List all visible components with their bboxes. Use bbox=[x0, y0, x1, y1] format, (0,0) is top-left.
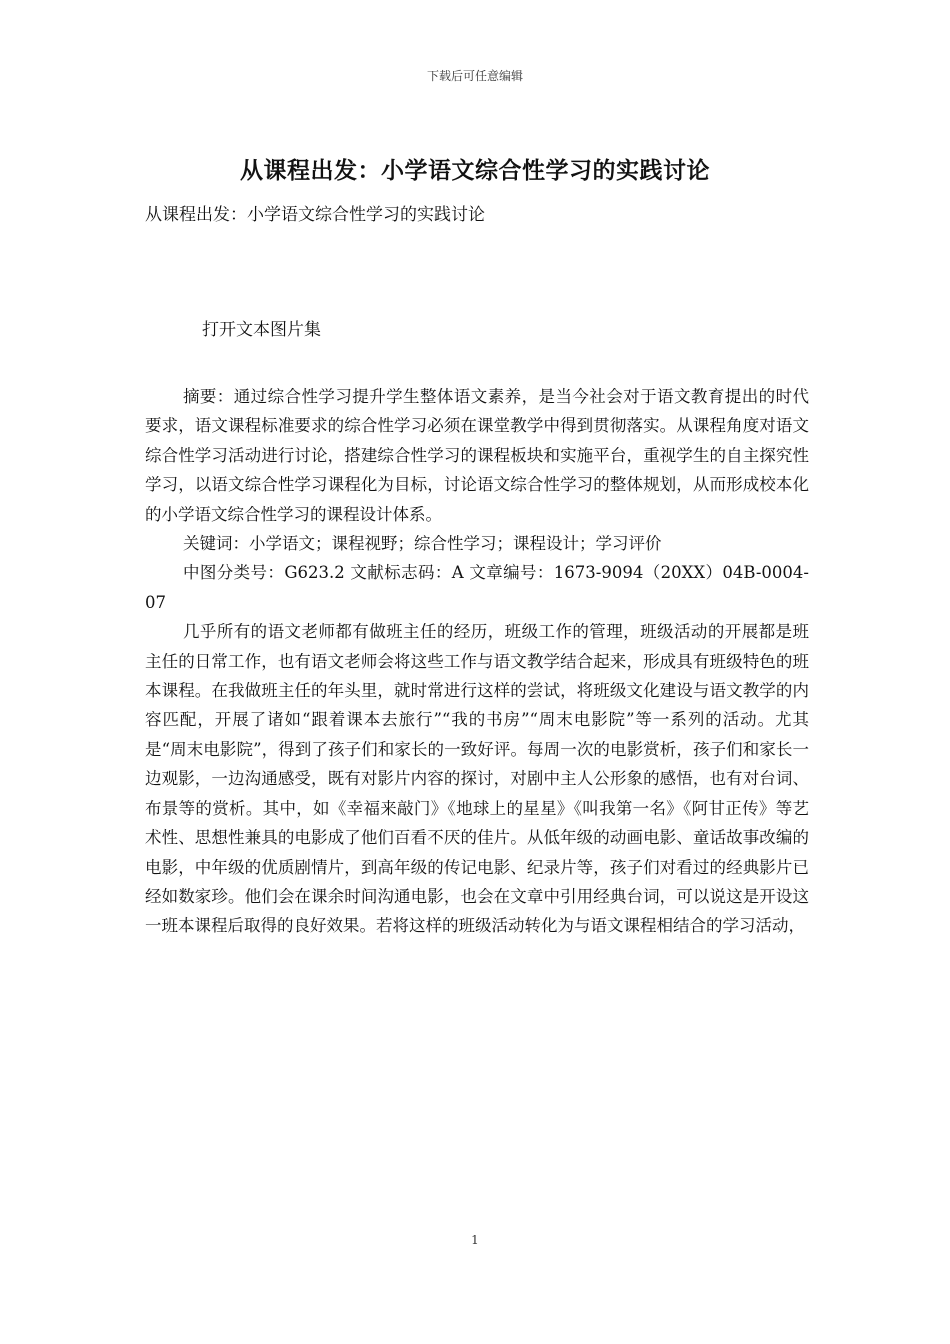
page-number: 1 bbox=[471, 1233, 479, 1247]
classification-paragraph: 中图分类号：G623.2 文献标志码：A 文章编号：1673-9094（20XX）04B-0004-07 bbox=[145, 563, 809, 612]
keywords-paragraph: 关键词：小学语文；课程视野；综合性学习；课程设计；学习评价 bbox=[182, 534, 662, 554]
abstract-paragraph: 摘要：通过综合性学习提升学生整体语文素养，是当今社会对于语文教育提出的时代要求，语文课程标准要求的综合性学习必须在课堂教学中得到贯彻落实。从课程角度对语文综合性学习活动进行讨论，搭建综合性学习的课程板块和实施平台，重视学生的自主探究性学习，以语文综合性学习课程化为目标，讨论语文综合性学习的整体规划，从而形成校本化的小学语文综合性学习的课程设计体系。 bbox=[145, 387, 809, 524]
open-image-gallery-link[interactable]: 打开文本图片集 bbox=[202, 320, 321, 340]
header-note: 下载后可任意编辑 bbox=[426, 69, 523, 83]
body-paragraph: 几乎所有的语文老师都有做班主任的经历，班级工作的管理，班级活动的开展都是班主任的日常工作，也有语文老师会将这些工作与语文教学结合起来，形成具有班级特色的班本课程。在我做班主任的年头里，就时常进行这样的尝试，将班级文化建设与语文教学的内容匹配，开展了诸如“跟着课本去旅行”“我的书房”“周末电影院”等一系列的活动。尤其是“周末电影院”，得到了孩子们和家长的一致好评。每周一次的电影赏析，孩子们和家长一边观影，一边沟通感受，既有对影片内容的探讨，对剧中主人公形象的感悟，也有对台词、布景等的赏析。其中，如《幸福来敲门》《地球上的星星》《叫我第一名》《阿甘正传》等艺术性、思想性兼具的电影成了他们百看不厌的佳片。从低年级的动画电影、童话故事改编的电影，中年级的优质剧情片，到高年级的传记电影、纪录片等，孩子们对看过的经典影片已经如数家珍。他们会在课余时间沟通电影，也会在文章中引用经典台词，可以说这是开设这一班本课程后取得的良好效果。若将这样的班级活动转化为与语文课程相结合的学习活动， bbox=[145, 622, 809, 936]
document-subtitle: 从课程出发：小学语文综合性学习的实践讨论 bbox=[145, 205, 485, 225]
body-text bbox=[145, 382, 809, 941]
document-title: 从课程出发：小学语文综合性学习的实践讨论 bbox=[240, 157, 710, 184]
